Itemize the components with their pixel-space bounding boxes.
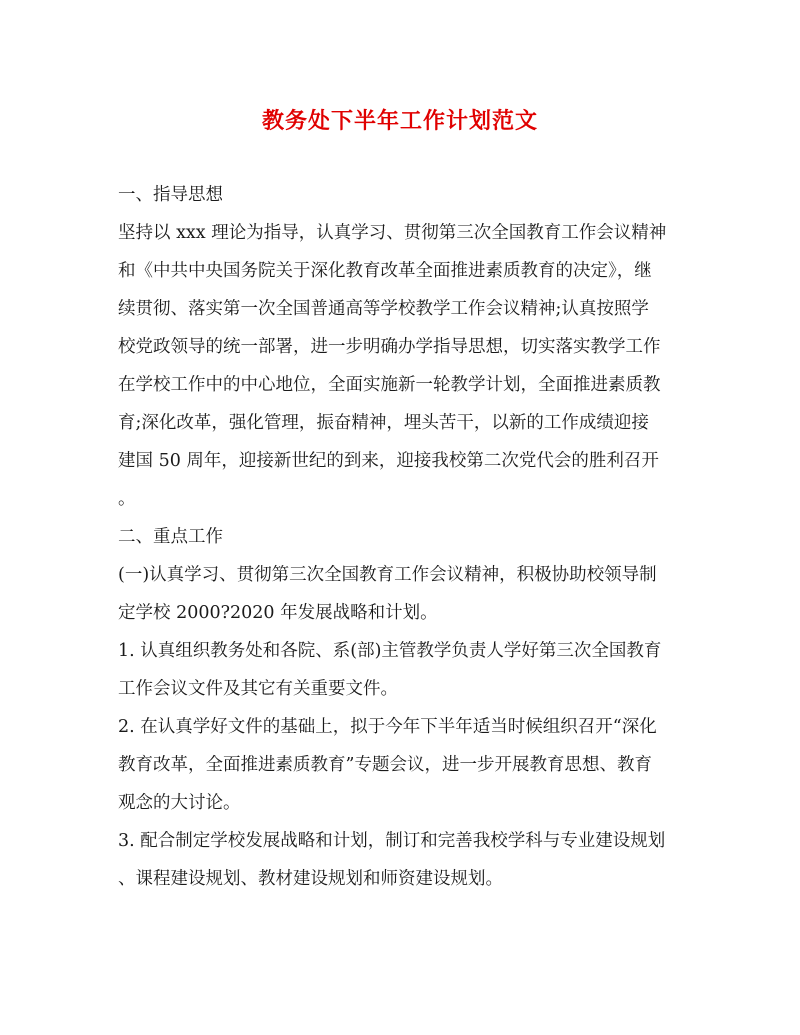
section-heading-key-work: 二、重点工作 <box>118 527 223 547</box>
body-line: (一)认真学习、贯彻第三次全国教育工作会议精神，积极协助校领导制 <box>118 565 657 585</box>
section-heading-guiding-ideology: 一、指导思想 <box>118 185 223 205</box>
body-line: 。 <box>118 489 136 509</box>
body-line: 续贯彻、落实第一次全国普通高等学校教学工作会议精神;认真按照学 <box>118 299 649 319</box>
body-line: 和《中共中央国务院关于深化教育改革全面推进素质教育的决定》，继 <box>118 261 652 281</box>
body-line: 教育改革，全面推进素质教育”专题会议，进一步开展教育思想、教育 <box>118 755 652 775</box>
body-line: 、课程建设规划、教材建设规划和师资建设规划。 <box>118 869 503 889</box>
body-line: 2. 在认真学好文件的基础上，拟于今年下半年适当时候组织召开“深化 <box>118 717 657 737</box>
document-title: 教务处下半年工作计划范文 <box>261 108 538 134</box>
body-line: 校党政领导的统一部署，进一步明确办学指导思想，切实落实教学工作 <box>118 337 661 357</box>
body-line: 观念的大讨论。 <box>118 793 241 813</box>
body-line: 工作会议文件及其它有关重要文件。 <box>118 679 398 699</box>
body-line: 建国 50 周年，迎接新世纪的到来，迎接我校第二次党代会的胜利召开 <box>118 451 659 471</box>
body-line: 1. 认真组织教务处和各院、系(部)主管教学负责人学好第三次全国教育 <box>118 641 662 661</box>
body-line: 定学校 2000?2020 年发展战略和计划。 <box>118 603 438 623</box>
document-body <box>118 176 690 898</box>
body-line: 坚持以 xxx 理论为指导，认真学习、贯彻第三次全国教育工作会议精神 <box>118 223 667 243</box>
body-line: 3. 配合制定学校发展战略和计划，制订和完善我校学科与专业建设规划 <box>118 831 666 851</box>
body-line: 在学校工作中的中心地位，全面实施新一轮教学计划，全面推进素质教 <box>118 375 661 395</box>
body-line: 育;深化改革，强化管理，振奋精神，埋头苦干，以新的工作成绩迎接 <box>118 413 649 433</box>
